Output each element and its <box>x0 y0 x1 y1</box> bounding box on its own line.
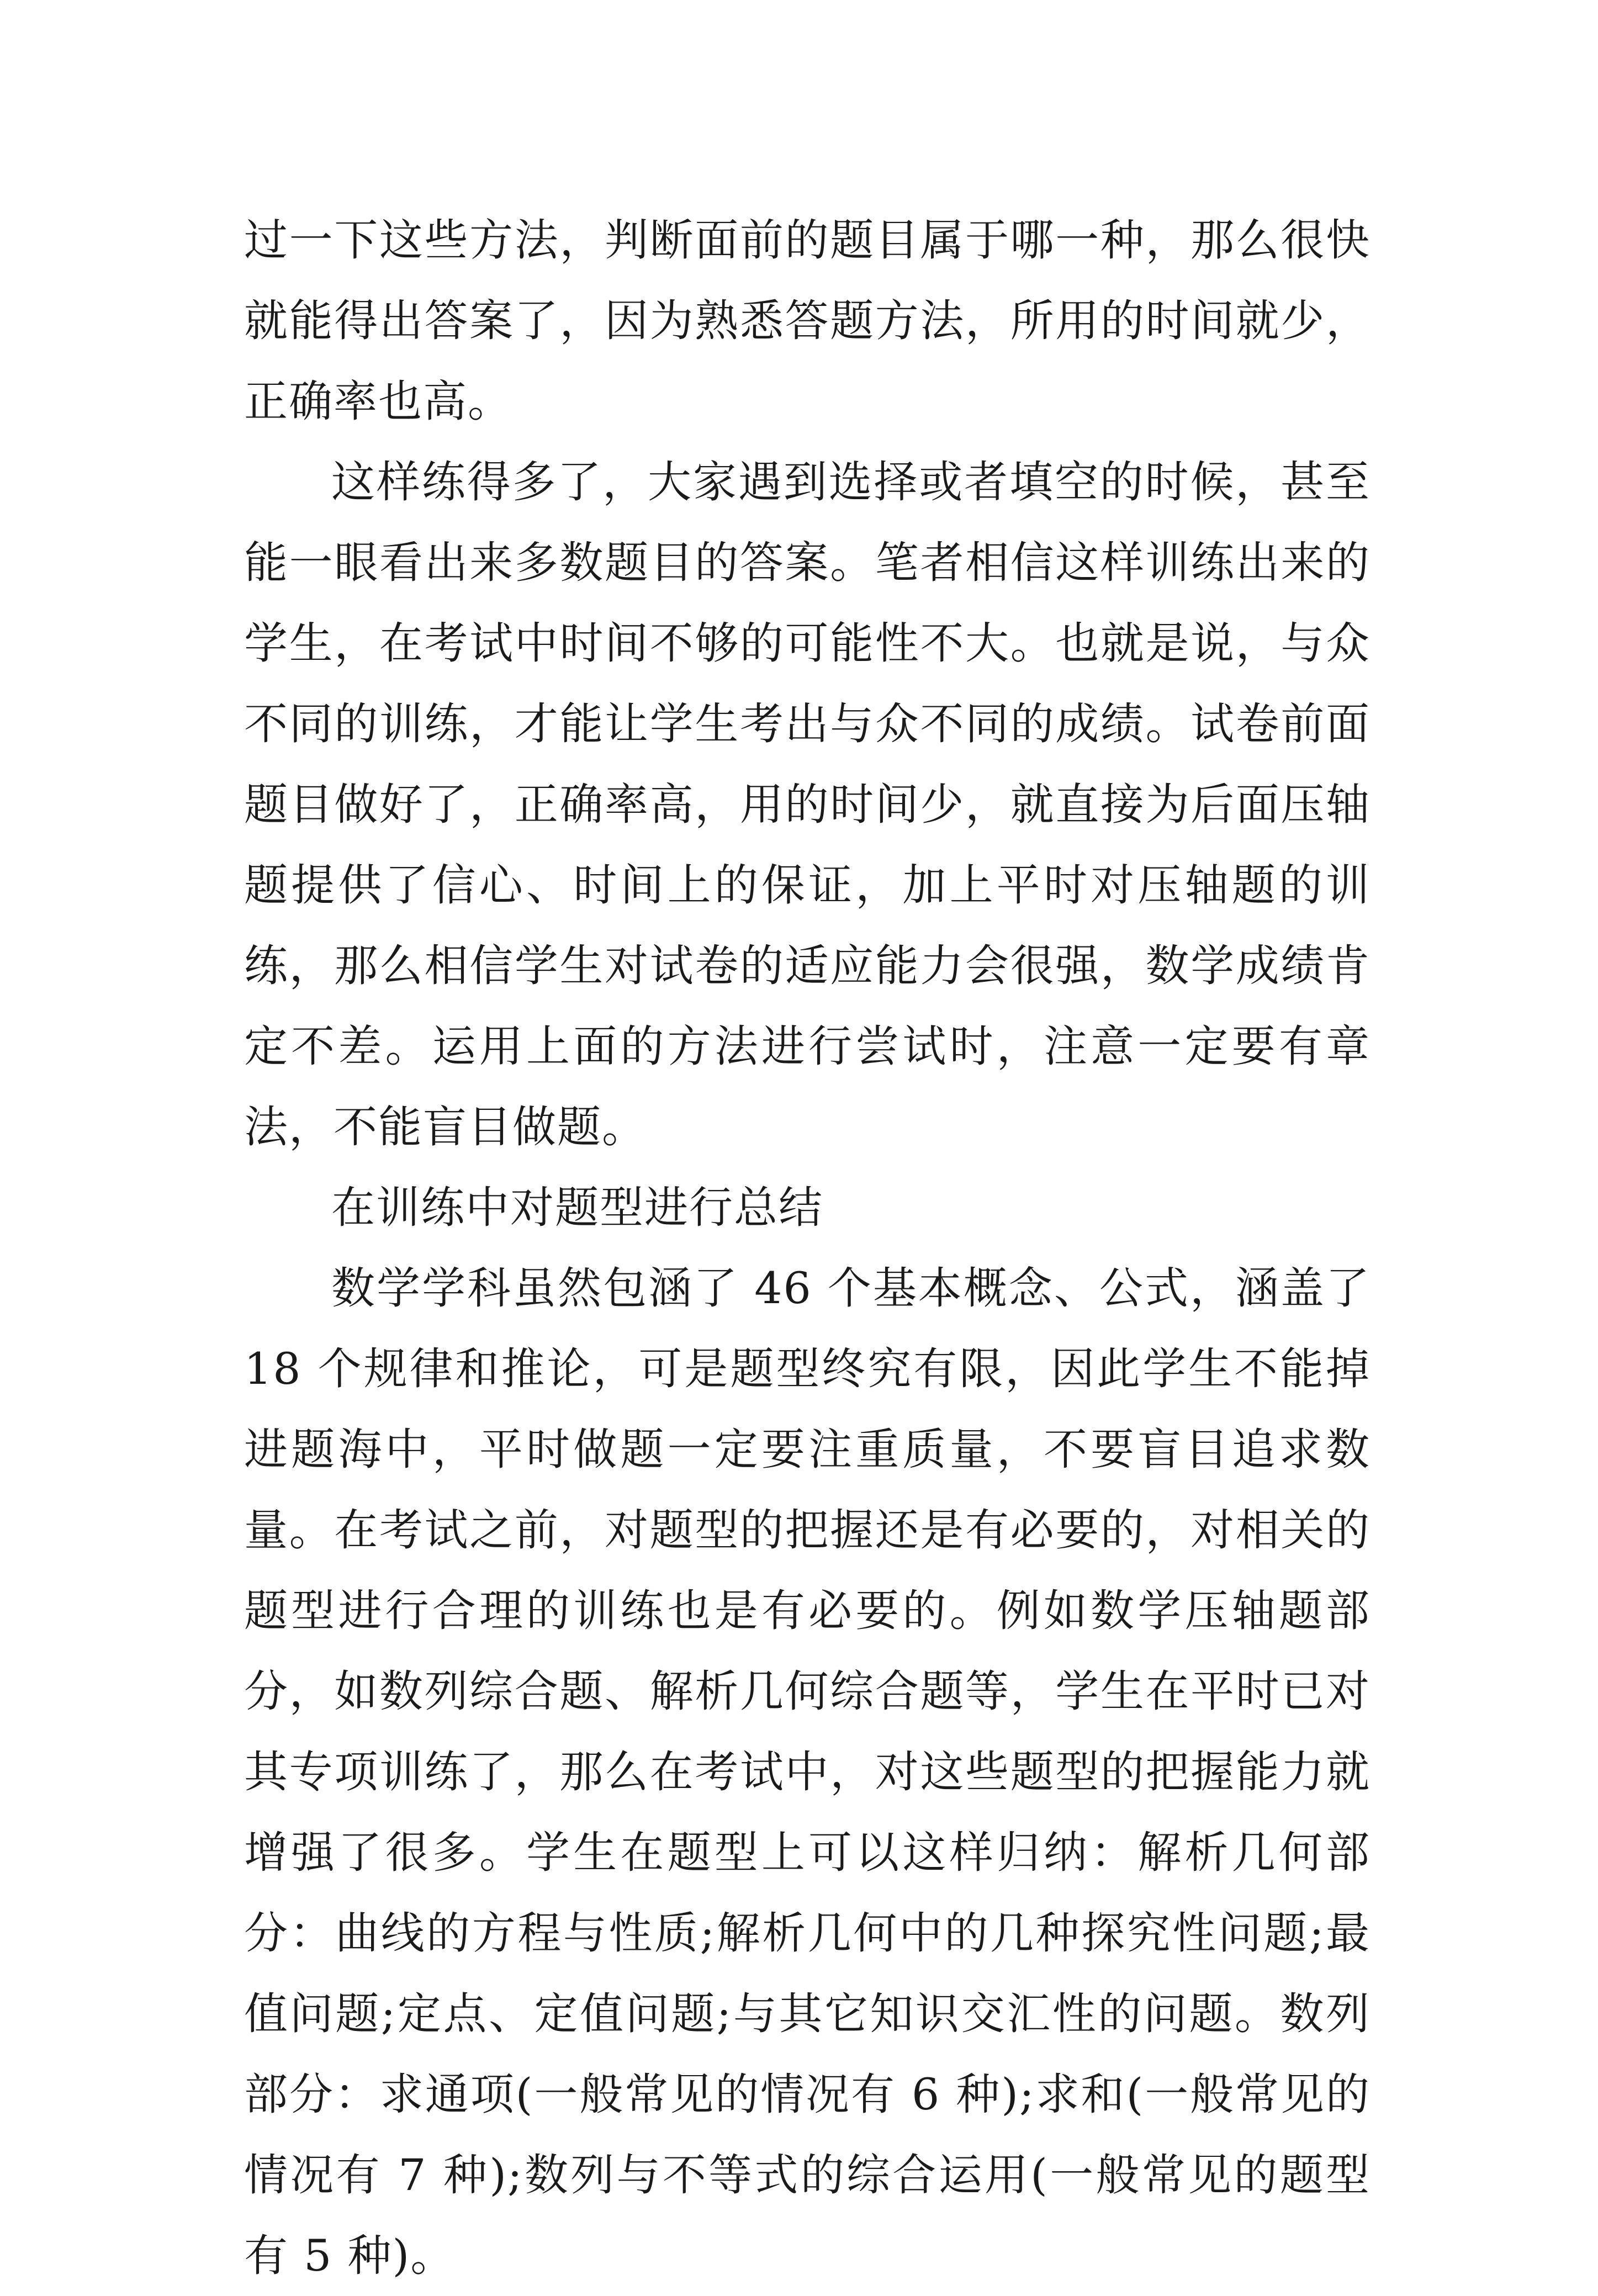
section-heading: 在训练中对题型进行总结 <box>331 1182 823 1233</box>
paragraph-practice: 这样练得多了，大家遇到选择或者填空的时候，甚至能一眼看出来多数题目的答案。笔者相信这样训练出来的学生，在考试中时间不够的可能性不大。也就是说，与众不同的训练，才能让学生考出与众不同的成绩。试卷前面题目做好了，正确率高，用的时间少，就直接为后面压轴题提供了信心、时间上的保证，加上平时对压轴题的训练，那么相信学生对试卷的适应能力会很强，数学成绩肯定不差。运用上面的方法进行尝试时，注意一定要有章法，不能盲目做题。 <box>244 457 1371 1152</box>
document-body <box>244 200 1371 2296</box>
paragraph-continuation: 过一下这些方法，判断面前的题目属于哪一种，那么很快就能得出答案了，因为熟悉答题方法，所用的时间就少，正确率也高。 <box>244 215 1371 427</box>
paragraph-question-types: 数学学科虽然包涵了 46 个基本概念、公式，涵盖了 18 个规律和推论，可是题型终究有限，因此学生不能掉进题海中，平时做题一定要注重质量，不要盲目追求数量。在考试之前，对题型的把握还是有必要的，对相关的题型进行合理的训练也是有必要的。例如数学压轴题部分，如数列综合题、解析几何综合题等，学生在平时已对其专项训练了，那么在考试中，对这些题型的把握能力就增强了很多。学生在题型上可以这样归纳：解析几何部分：曲线的方程与性质;解析几何中的几种探究性问题;最值问题;定点、定值问题;与其它知识交汇性的问题。数列部分：求通项(一般常见的情况有 6 种);求和(一般常见的情况有 7 种);数列与不等式的综合运用(一般常见的题型有 5 种)。 <box>244 1263 1371 2281</box>
